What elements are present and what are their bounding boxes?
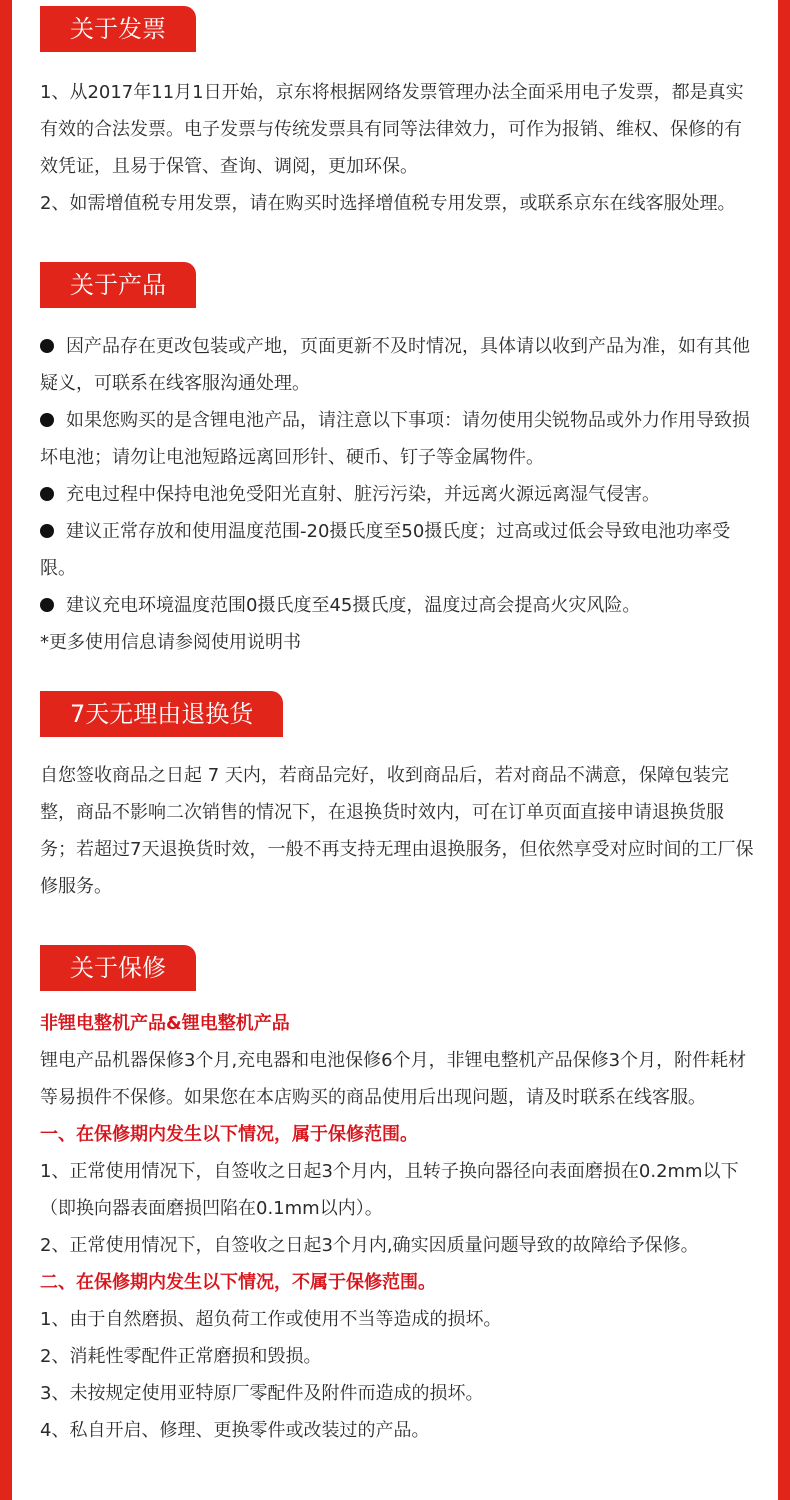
warranty-excluded-heading: 二、在保修期内发生以下情况，不属于保修范围。 (40, 1272, 436, 1293)
warranty-covered-heading: 一、在保修期内发生以下情况，属于保修范围。 (40, 1124, 418, 1145)
warranty-excluded-item: 3、未按规定使用亚特原厂零配件及附件而造成的损坏。 (40, 1383, 484, 1404)
invoice-tag: 关于发票 (40, 6, 196, 52)
product-tag: 关于产品 (40, 262, 196, 308)
warranty-tag: 关于保修 (40, 945, 196, 991)
product-bullet: 建议充电环境温度范围0摄氏度至45摄氏度，温度过高会提高火灾风险。 (40, 587, 756, 624)
warranty-excluded-item: 1、由于自然磨损、超负荷工作或使用不当等造成的损坏。 (40, 1309, 502, 1330)
bullet-dot-icon (40, 339, 54, 353)
invoice-section (40, 0, 756, 222)
invoice-paragraph-2: 2、如需增值税专用发票，请在购买时选择增值税专用发票，或联系京东在线客服处理。 (40, 193, 736, 214)
warranty-covered-item: 2、正常使用情况下，自签收之日起3个月内,确实因质量问题导致的故障给予保修。 (40, 1235, 699, 1256)
right-red-border (778, 0, 790, 1500)
bullet-dot-icon (40, 524, 54, 538)
bullet-dot-icon (40, 598, 54, 612)
product-bullet: 建议正常存放和使用温度范围-20摄氏度至50摄氏度；过高或过低会导致电池功率受限。 (40, 521, 731, 579)
product-bullet: 如果您购买的是含锂电池产品，请注意以下事项：请勿使用尖锐物品或外力作用导致损坏电池；请勿让电池短路远离回形针、硬币、钉子等金属物件。 (40, 410, 750, 468)
product-section (40, 262, 756, 661)
warranty-covered-item: 1、正常使用情况下，自签收之日起3个月内，且转子换向器径向表面磨损在0.2mm以下（即换向器表面磨损凹陷在0.1mm以内）。 (40, 1161, 739, 1219)
invoice-paragraph-1: 1、从2017年11月1日开始，京东将根据网络发票管理办法全面采用电子发票，都是真实有效的合法发票。电子发票与传统发票具有同等法律效力，可作为报销、维权、保修的有效凭证，且易于保管、查询、调阅，更加环保。 (40, 82, 744, 177)
page-content (40, 0, 756, 1449)
returns-tag: 7天无理由退换货 (40, 691, 283, 737)
product-bullet: 充电过程中保持电池免受阳光直射、脏污污染，并远离火源远离湿气侵害。 (40, 476, 756, 513)
returns-section (40, 691, 756, 905)
bullet-dot-icon (40, 487, 54, 501)
warranty-section (40, 945, 756, 1449)
returns-paragraph: 自您签收商品之日起 7 天内，若商品完好，收到商品后，若对商品不满意，保障包装完整，商品不影响二次销售的情况下，在退换货时效内，可在订单页面直接申请退换货服务；若超过7天退换货时效，一般不再支持无理由退换服务，但依然享受对应时间的工厂保修服务。 (40, 765, 754, 897)
warranty-subtitle: 非锂电整机产品&锂电整机产品 (40, 1013, 290, 1034)
warranty-excluded-item: 4、私自开启、修理、更换零件或改装过的产品。 (40, 1420, 430, 1441)
product-note: *更多使用信息请参阅使用说明书 (40, 632, 301, 653)
left-red-border (0, 0, 12, 1500)
bullet-dot-icon (40, 413, 54, 427)
warranty-intro: 锂电产品机器保修3个月,充电器和电池保修6个月，非锂电整机产品保修3个月，附件耗材等易损件不保修。如果您在本店购买的商品使用后出现问题，请及时联系在线客服。 (40, 1050, 747, 1108)
warranty-excluded-item: 2、消耗性零配件正常磨损和毁损。 (40, 1346, 322, 1367)
product-bullet: 因产品存在更改包装或产地，页面更新不及时情况，具体请以收到产品为准，如有其他疑义，可联系在线客服沟通处理。 (40, 336, 750, 394)
